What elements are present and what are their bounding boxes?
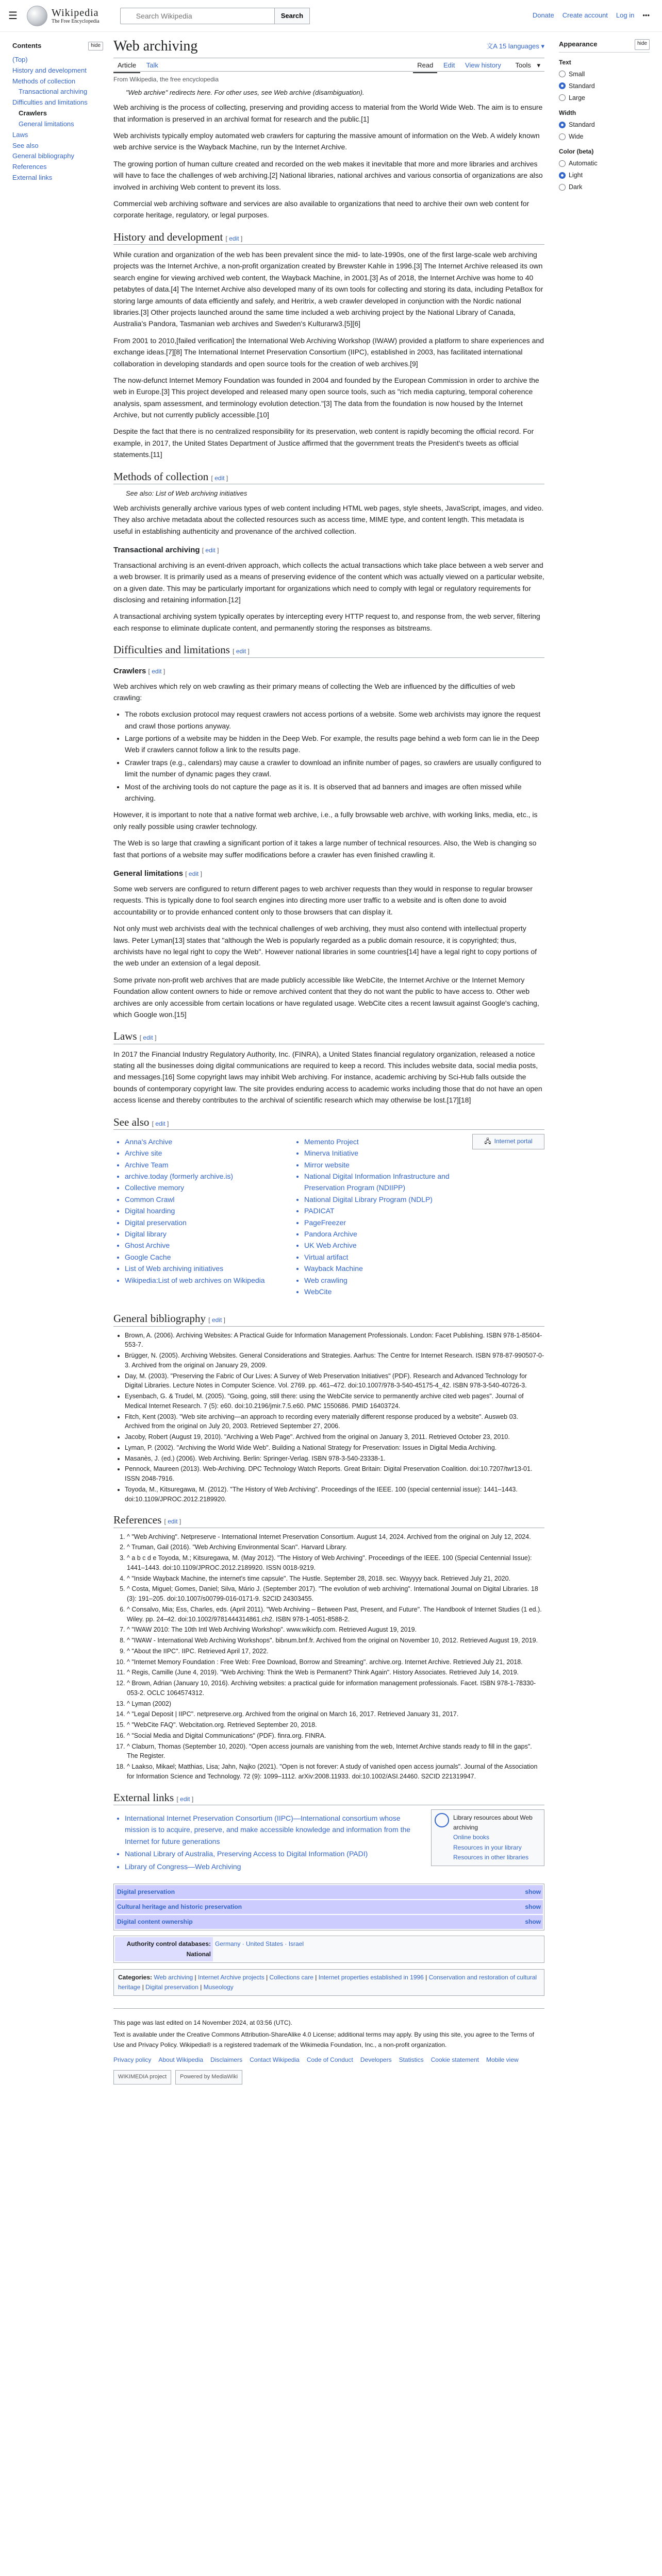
footer-links	[113, 2055, 544, 2065]
category-link[interactable]: Museology	[203, 1984, 234, 1991]
see-also-link[interactable]: • Ghost Archive	[125, 1240, 288, 1251]
radio-button-icon[interactable]	[559, 172, 566, 179]
paragraph: However, it is important to note that a native format web archive, i.e., a fully browsable web archive, with working links, media, etc., is only really possible using crawler technology.	[113, 810, 538, 831]
external-link[interactable]: • National Library of Australia, Preserving Access to Digital Information (PADI)	[125, 1848, 423, 1859]
see-also-link[interactable]: • Digital preservation	[125, 1217, 288, 1228]
tab-article[interactable]: Article	[113, 58, 140, 73]
crawler-list	[125, 708, 544, 804]
reference-item: 15. ^ "WebCite FAQ". Webcitation.org. Retrieved September 20, 2018.	[127, 1720, 544, 1730]
see-also-link[interactable]: • Archive Team	[125, 1159, 288, 1171]
radio-option[interactable]	[559, 170, 650, 180]
tab-edit[interactable]: Edit	[443, 61, 455, 70]
paragraph: Web archives which rely on web crawling as their primary means of collecting the Web are influenced by the difficulties of web crawling:	[113, 682, 515, 702]
see-also-link[interactable]: • Digital library	[125, 1228, 288, 1240]
see-also-link[interactable]: • Minerva Initiative	[304, 1147, 467, 1159]
footer-link[interactable]: Code of Conduct	[306, 2056, 353, 2063]
edit-section-link[interactable]: edit	[152, 667, 162, 675]
toc-item[interactable]: General limitations	[19, 120, 74, 128]
tab-view-history[interactable]: View history	[465, 61, 501, 70]
general-section	[113, 883, 544, 1020]
reference-item: 1. ^ "Web Archiving". Netpreserve - International Internet Preservation Consortium. August 14, 2024. Archived from the original on July 12, 2024.	[127, 1532, 544, 1542]
radio-label: Light	[569, 172, 583, 179]
reference-item: 10. ^ "Internet Memory Foundation : Free Web: Free Download, Borrow and Streaming". archive.org. Internet Archive. Retrieved July 21, 2018.	[127, 1657, 544, 1667]
see-also-link[interactable]: • Memento Project	[304, 1136, 467, 1147]
radio-button-icon[interactable]	[559, 160, 566, 167]
navbox-header	[115, 1915, 543, 1929]
see-also-link[interactable]: • Virtual artifact	[304, 1251, 467, 1263]
paragraph: The now-defunct Internet Memory Foundation was founded in 2004 and founded by the European Commission in order to archive the web in Europe.[3] This project developed and released many open source tools, such as "rich media capturing, temporal coherence analysis, spam assessment, and terminology evolution detection."[3] The data from the foundation is now housed by the Internet Archive, but not currently publicly accessible.[10]	[113, 376, 539, 419]
toc-item[interactable]: Difficulties and limitations	[12, 98, 88, 107]
reference-item: 2. ^ Truman, Gail (2016). "Web Archiving Environmental Scan". Harvard Library.	[127, 1543, 544, 1552]
search-button[interactable]: Search	[275, 8, 310, 24]
edit-section-link[interactable]: edit	[214, 474, 225, 482]
toc-item[interactable]: (Top)	[12, 55, 28, 63]
toc-item[interactable]: Methods of collection	[12, 77, 76, 85]
bibliography-list	[125, 1331, 544, 1504]
main-menu-icon[interactable]: ☰	[8, 10, 18, 22]
authority-links[interactable]: Germany · United States · Israel	[215, 1940, 304, 1948]
categories-label: Categories:	[118, 1973, 153, 1981]
category-link[interactable]: Conservation and restoration of cultural heritage	[118, 1973, 537, 1991]
footer-badge[interactable]: WIKIMEDIA project	[113, 2070, 171, 2084]
navbox-title[interactable]: Digital preservation	[117, 1888, 175, 1895]
edit-section-link[interactable]: edit	[188, 870, 199, 877]
bibliography-item: • Fitch, Kent (2003). "Web site archiving—an approach to recording every materially different response produced by a website". Ausweb 03. Archived from the original on July 20, 2003. Retrieved September 27, 2006.	[125, 1412, 544, 1432]
toc-item[interactable]: History and development	[12, 66, 87, 74]
footer-link[interactable]: Statistics	[399, 2056, 424, 2063]
radio-option[interactable]	[559, 93, 650, 103]
transactional-section	[113, 560, 544, 634]
edit-section-link[interactable]: edit	[211, 1316, 222, 1324]
paragraph: Some private non-profit web archives that are made publicly accessible like WebCite, the Internet Archive or the Internet Memory Foundation allow content owners to hide or remove archived content that they do not want the public to have access to. Other web archives are only accessible from certain locations or have regulated usage. WebCite cites a recent lawsuit against Google's caching, which Google won.[15]	[113, 975, 539, 1019]
footer-badge[interactable]: Powered by MediaWiki	[175, 2070, 242, 2084]
more-options-icon[interactable]: •••	[642, 11, 650, 20]
section-heading: References	[113, 1514, 162, 1527]
navbox-toggle[interactable]: show	[525, 1888, 541, 1895]
external-link[interactable]: • International Internet Preservation Consortium (IIPC)—International consortium whose mission is to acquire, preserve, and make accessible knowledge and information from the Internet for future generations	[125, 1812, 423, 1847]
radio-button-icon[interactable]	[559, 71, 566, 77]
section-heading: See also	[113, 1115, 150, 1128]
toc-list	[12, 55, 103, 183]
translate-icon: 文A	[486, 42, 499, 50]
color-label: Color (beta)	[559, 148, 594, 156]
paragraph: While curation and organization of the web has been prevalent since the mid- to late-1990s, one of the first large-scale web archiving projects was the Internet Archive, a non-profit organization created by Brewster Kahle in 1996.[3] The Internet Archive released its own search engine for viewing archived web content, the Wayback Machine, in 2001.[3] As of 2018, the Internet Archive was home to 40 petabytes of data.[4] The Internet Archive also developed many of its own tools for collecting and storing its data, including PetaBox for storing large amounts of data efficiently and safely, and Heritrix, a web crawler developed in conjunction with the Nordic national libraries.[3] Other projects launched around the same time included a web archiving project by the National Library of Canada, Australia's Pandora, Tasmanian web archives and Sweden's Kulturarw3.[5][6]	[113, 250, 543, 328]
list-item: • The robots exclusion protocol may request crawlers not access portions of a website. Some web archivists may ignore the request and crawl those portions anyway.	[125, 708, 544, 732]
create-account-link[interactable]: Create account	[562, 11, 608, 20]
section-heading: Laws	[113, 1030, 137, 1043]
footer-link[interactable]: Privacy policy	[113, 2056, 152, 2063]
article-content: Web archiving 文A 15 languages ▾ Article Talk Read Edit View history Tools ▾ From Wikipedia, the free encyclopedia "Web archive" redirects here. For other uses, see Web archive (disambiguation). Web archiving is the process of collecting, preserving and providing access to material from the World Wide Web. The aim is to ensure that information is preserved in an archival format for research and the public.[1] Web archivists typically employ automated web crawlers for capturing the massive amount of information on the Web. A widely known web archive service is the Wayback Machine, run by the Internet Archive. The growing portion of human culture created and recorded on the web makes it inevitable that more and more libraries and archives will have to face the challenges of web archiving.[2] National libraries, national archives and various consortia of organizations are also involved in archiving Web content to prevent its loss. Commercial web archiving software and services are also available to organizations that need to archive their own web content for corporate heritage, regulatory, or legal purposes. History and development [ edit ] While curation and organization of the web has been prevalent since the mid- to late-1990s, one of the first large-scale web archiving projects was the Internet Archive, a non-profit organization created by Brewster Kahle in 1996.[3] The Internet Archive released its own search engine for viewing archived web content, the Wayback Machine, in 2001.[3] As of 2018, the Internet Archive was home to 40 petabytes of data.[4] The Internet Archive also developed many of its own tools for collecting and storing its data, including PetaBox for storing large amounts of data efficiently and safely, and Heritrix, a web crawler developed in conjunction with the Nordic national libraries.[3] Other projects launched around the same time included a web archiving project by the National Library of Canada, Australia's Pandora, Tasmanian web archives and Sweden's Kulturarw3.[5][6] From 2001 to 2010,[failed verification] the International Web Archiving Workshop (IWAW) provided a platform to share experiences and exchange ideas.[7][8] The International Internet Preservation Consortium (IIPC), established in 2003, has facilitated international collaboration in developing standards and open source tools for the creation of web archives.[9] The now-defunct Internet Memory Foundation was founded in 2004 and founded by the European Commission in order to archive the web in Europe.[3] This project developed and released many open source tools, such as "rich media capturing, temporal coherence analysis, spam assessment, and terminology evolution detection."[3] The data from the foundation is now housed by the Internet Archive, but not currently publicly accessible.[10] Despite the fact that there is no centralized responsibility for its preservation, web content is rapidly becoming the official record. For example, in 2017, the United States Department of Justice affirmed that the government treats the President's tweets as official statements.[11] Methods of collection [ edit ] See also: List of Web archiving initiatives Web archivists generally archive various types of web content including HTML web pages, style sheets, JavaScript, images, and video. They also archive metadata about the collected resources such as access time, MIME type, and content length. This metadata is useful in establishing authenticity and provenance of the archived collection. Transactional archiving [ edit ] Transactional archiving is an event-driven approach, which collects the actual transactions which take place between a web server and a web browser. It is primarily used as a means of preserving evidence of the content which was actually viewed on a particular website, on a given date. This may be particularly important for organizations which need to comply with legal or regulatory requirements for disclosing and retaining information.[12] A transactional archiving system typically operates by intercepting every HTTP request to, and response from, the web server, filtering each response to eliminate duplicate content, and permanently storing the responses as bitstreams. Difficulties and limitations [ edit ] Crawlers [ edit ] Web archives which rely on web crawling as their primary means of collecting the Web are influenced by the difficulties of web crawling: • The robots exclusion protocol may request crawlers not access portions of a website. Some web archivists may ignore the request and crawl those portions anyway. • Large portions of a website may be hidden in the Deep Web. For example, the results page behind a web form can lie in the Deep Web if crawlers cannot follow a link to the results page. • Crawler traps (e.g., calendars) may cause a crawler to download an infinite number of pages, so crawlers are usually configured to limit the number of dynamic pages they crawl. • Most of the archiving tools do not capture the page as it is. It is observed that ad banners and images are often missed while archiving. However, it is important to note that a native format web archive, i.e., a fully browsable web archive, with working links, media, etc., is only really possible using crawler technology. The Web is so large that crawling a significant portion of it takes a large number of technical resources. Also, the Web is changing so fast that portions of a website may suffer modifications before a crawler has even finished crawling it. General limitations [ edit ] Some web servers are configured to return different pages to web archiver requests than they would in response to regular browser requests. This is typically done to fool search engines into directing more user traffic to a website and is often done to avoid accountability or to provide enhanced content only to those browsers that can display it. Not only must web archivists deal with the technical challenges of web archiving, they must also contend with intellectual property laws. Peter Lyman[13] states that "although the Web is popularly regarded as a public domain resource, it is copyrighted; thus, archivists have no legal right to copy the Web". However national libraries in some countries[14] have a legal right to copy portions of the web under an extension of a legal deposit. Some private non-profit web archives that are made publicly accessible like WebCite, the Internet Archive or the Internet Memory Foundation allow content owners to hide or remove archived content that they do not want the public to have access to. Other web archives are only accessible from certain locations or have regulated usage. WebCite cites a recent lawsuit against Google's caching, which Google won.[15] Laws [ edit ] In 2017 the Financial Industry Regulatory Authority, Inc. (FINRA), a United States financial regulatory organization, released a notice stating all the businesses doing digital communications are required to keep a record. This includes website data, social media posts, and messages.[16] Some copyright laws may inhibit Web archiving. For instance, academic archiving by Sci-Hub falls outside the bounds of contemporary copyright law. The site provides enduring access to academic works including those that do not have an open access license and thereby contributes to the archival of scientific research which may otherwise be lost.[17][18] See also [ edit ] • Anna's Archive • Archive site • Archive Team • archive.today (formerly archive.is) • Collective memory • Common Crawl • Digital hoarding • Digital preservation • Digital library • Ghost Archive • Google Cache • List of Web archiving initiatives • Wikipedia:List of web archives on Wikipedia • Memento Project • Minerva Initiative • Mirror website • National Digital Information Infrastructure and Preservation Program (NDIIPP) • National Digital Library Program (NDLP) • PADICAT • PageFreezer • Pandora Archive • UK Web Archive • Virtual artifact • Wayback Machine • Web crawling • WebCite 🖧 Internet portal General bibliography [ edit ] • Brown, A. (2006). Archiving Websites: A Practical Guide for Information Management Professionals. London: Facet Publishing. ISBN 978-1-85604-553-7. • Brügger, N. (2005). Archiving Websites. General Considerations and Strategies. Aarhus: The Centre for Internet Research. ISBN 978-87-990507-0-3. Archived from the original on January 29, 2009. • Day, M. (2003). "Preserving the Fabric of Our Lives: A Survey of Web Preservation Initiatives" (PDF). Research and Advanced Technology for Digital Libraries. Lecture Notes in Computer Science. Vol. 2769. pp. 461–472. doi:10.1007/978-3-540-45175-4_42. ISBN 978-3-540-40726-3. • Eysenbach, G. & Trudel, M. (2005). "Going, going, still there: using the WebCite service to permanently archive cited web pages". Journal of Medical Internet Research. 7 (5): e60. doi:10.2196/jmir.7.5.e60. PMC 1550686. PMID 16403724. • Fitch, Kent (2003). "Web site archiving—an approach to recording every materially different response produced by a website". Ausweb 03. Archived from the original on July 20, 2003. Retrieved September 27, 2006. • Jacoby, Robert (August 19, 2010). "Archiving a Web Page". Archived from the original on January 3, 2011. Retrieved October 23, 2010. • Lyman, P. (2002). "Archiving the World Wide Web". Building a National Strategy for Preservation: Issues in Digital Media Archiving. • Masanès, J. (ed.) (2006). Web Archiving. Berlin: Springer-Verlag. ISBN 978-3-540-23338-1. • Pennock, Maureen (2013). Web-Archiving. DPC Technology Watch Reports. Great Britain: Digital Preservation Coalition. doi:10.7207/twr13-01. ISSN 2048-7916. • Toyoda, M., Kitsuregawa, M. (2012). "The History of Web Archiving". Proceedings of the IEEE. 100 (special centennial issue): 1441–1443. doi:10.1109/JPROC.2012.2189920. References [ edit ] 1. ^ "Web Archiving". Netpreserve - International Internet Preservation Consortium. August 14, 2024. Archived from the original on July 12, 2024. 2. ^ Truman, Gail (2016). "Web Archiving Environmental Scan". Harvard Library. 3. ^ a b c d e Toyoda, M.; Kitsuregawa, M. (May 2012). "The History of Web Archiving". Proceedings of the IEEE. 100 (Special Centennial Issue): 1441–1443. doi:10.1109/JPROC.2012.2189920. ISSN 0018-9219. 4. ^ "Inside Wayback Machine, the internet's time capsule". The Hustle. September 28, 2018. sec. Wayyyy back. Retrieved July 21, 2020. 5. ^ Costa, Miguel; Gomes, Daniel; Silva, Mário J. (September 2017). "The evolution of web archiving". International Journal on Digital Libraries. 18 (3): 191–205. doi:10.1007/s00799-016-0171-9. S2CID 24303455. 6. ^ Consalvo, Mia; Ess, Charles, eds. (April 2011). "Web Archiving – Between Past, Present, and Future". The Handbook of Internet Studies (1 ed.). Wiley. pp. 24–42. doi:10.1002/9781444314861.ch2. ISBN 978-1-4051-8588-2. 7. ^ "IWAW 2010: The 10th Intl Web Archiving Workshop". www.wikicfp.com. Retrieved August 19, 2019. 8. ^ "IWAW - International Web Archiving Workshops". bibnum.bnf.fr. Archived from the original on November 10, 2012. Retrieved August 19, 2019. 9. ^ "About the IIPC". IIPC. Retrieved April 17, 2022. 10. ^ "Internet Memory Foundation : Free Web: Free Download, Borrow and Streaming". archive.org. Internet Archive. Retrieved July 21, 2018. 11. ^ Regis, Camille (June 4, 2019). "Web Archiving: Think the Web is Permanent? Think Again". History Associates. Retrieved July 14, 2019. 12. ^ Brown, Adrian (January 10, 2016). Archiving websites: a practical guide for information management professionals. Facet. ISBN 978-1-78330-053-2. OCLC 1064574312. 13. ^ Lyman (2002) 14. ^ "Legal Deposit | IIPC". netpreserve.org. Archived from the original on March 16, 2017. Retrieved January 31, 2017. 15. ^ "WebCite FAQ". Webcitation.org. Retrieved September 20, 2018. 16. ^ "Social Media and Digital Communications" (PDF). finra.org. FINRA. 17. ^ Claburn, Thomas (September 10, 2020). "Open access journals are vanishing from the web, Internet Archive stands ready to fill in the gaps". The Register. 18. ^ Laakso, Mikael; Matthias, Lisa; Jahn, Najko (2021). "Open is not forever: A study of vanished open access journals". Journal of the Association for Information Science and Technology. 72 (9): 1099–1112. arXiv:2008.11933. doi:10.1002/ASI.24460. S2CID 221319947. External links [ edit ] • International Internet Preservation Consortium (IIPC)—International consortium whose mission is to acquire, preserve, and make accessible knowledge and information from the Internet for future generations • National Library of Australia, Preserving Access to Digital Information (PADI) • Library of Congress—Web Archiving Library resources about Web archiving Online books Resources in your library Resources in other libraries Digital preservation show Cultural heritage and historic preservation show Digital content ownership show Authority control databases: National Germany · United States · Israel Categories: Web archiving | Internet Archive projects | Collections care | Internet properties established in 1996 | Conservation and restoration of cultural heritage | Digital preservation | Museology This page was last edited on 14 November 2024, at 03:56 (UTC). Text is available under the Creative Commons Attribution-ShareAlike 4.0 License; additional terms may apply. By using this site, you agree to the Terms of Use and Privacy Policy. Wikipedia® is a registered trademark of the Wikimedia Foundation, Inc., a non-profit organization. Privacy policy About Wikipedia Disclaimers Contact Wikipedia Code of Conduct Developers Statistics Cookie statement Mobile view WIKIMEDIA project Powered by MediaWiki	[103, 32, 559, 2084]
paragraph: Web archiving is the process of collecting, preserving and providing access to material from the World Wide Web. The aim is to ensure that information is preserved in an archival format for research and the public.[1]	[113, 103, 543, 123]
tagline: The Free Encyclopedia	[52, 19, 100, 24]
see-also-hatnote: See also: List of Web archiving initiatives	[126, 489, 247, 497]
see-also-link[interactable]: • Mirror website	[304, 1159, 467, 1171]
bibliography-item: • Jacoby, Robert (August 19, 2010). "Archiving a Web Page". Archived from the original on January 3, 2011. Retrieved October 23, 2010.	[125, 1432, 544, 1442]
see-also-link[interactable]: • Wikipedia:List of web archives on Wikipedia	[125, 1275, 288, 1286]
page-title: Web archiving	[113, 38, 198, 54]
bibliography-item: • Pennock, Maureen (2013). Web-Archiving. DPC Technology Watch Reports. Great Britain: Digital Preservation Coalition. doi:10.7207/twr13-01. ISSN 2048-7916.	[125, 1464, 544, 1484]
edit-section-link[interactable]: edit	[205, 546, 216, 554]
category-link[interactable]: Internet Archive projects	[198, 1973, 264, 1981]
radio-button-icon[interactable]	[559, 82, 566, 89]
globe-icon	[27, 6, 47, 26]
paragraph: The Web is so large that crawling a significant portion of it takes a large number of technical resources. Also, the Web is changing so fast that portions of a website may suffer modifications before a crawler has even finished crawling it.	[113, 839, 537, 859]
see-also-link[interactable]: • Web crawling	[304, 1275, 467, 1286]
search-input[interactable]	[120, 8, 275, 24]
radio-button-icon[interactable]	[559, 122, 566, 128]
tab-tools[interactable]: Tools ▾	[515, 61, 540, 70]
portal-icon: 🖧	[484, 1138, 491, 1145]
reference-item: 13. ^ Lyman (2002)	[127, 1699, 544, 1709]
internet-portal-box[interactable]	[472, 1134, 544, 1149]
edit-section-link[interactable]: edit	[155, 1120, 166, 1127]
library-resource-link[interactable]: Resources in other libraries	[453, 1853, 529, 1861]
see-also-link[interactable]: • National Digital Library Program (NDLP)	[304, 1194, 467, 1205]
navbox-header	[115, 1885, 543, 1899]
radio-label: Small	[569, 70, 585, 78]
toc-item[interactable]: References	[12, 163, 47, 171]
laws-section	[113, 1048, 544, 1106]
language-button[interactable]: 文A 15 languages ▾	[486, 42, 544, 50]
footer-link[interactable]: Mobile view	[486, 2056, 519, 2063]
toc-item[interactable]: Crawlers	[19, 109, 47, 117]
bibliography-item: • Brown, A. (2006). Archiving Websites: A Practical Guide for Information Management Professionals. London: Facet Publishing. ISBN 978-1-85604-553-7.	[125, 1331, 544, 1350]
paragraph: Some web servers are configured to return different pages to web archiver requests than they would in response to regular browser requests. This is typically done to fool search engines into directing more user traffic to a website and is often done to avoid accountability or to provide enhanced content only to those browsers that can display it.	[113, 885, 533, 916]
toc-item[interactable]: Laws	[12, 130, 28, 139]
external-link[interactable]: • Library of Congress—Web Archiving	[125, 1861, 423, 1872]
tab-read[interactable]: Read	[413, 58, 437, 73]
radio-label: Dark	[569, 183, 583, 191]
see-also-link[interactable]: • Pandora Archive	[304, 1228, 467, 1240]
category-link[interactable]: Web archiving	[154, 1973, 193, 1981]
appearance-hide-button[interactable]: hide	[635, 39, 650, 50]
radio-option[interactable]	[559, 120, 650, 130]
bibliography-item: • Day, M. (2003). "Preserving the Fabric of Our Lives: A Survey of Web Preservation Initiatives" (PDF). Research and Advanced Technology for Digital Libraries. Lecture Notes in Computer Science. Vol. 2769. pp. 461–472. doi:10.1007/978-3-540-45175-4_42. ISBN 978-3-540-40726-3.	[125, 1371, 544, 1391]
navbox-title[interactable]: Cultural heritage and historic preservation	[117, 1903, 242, 1911]
authority-control	[113, 1936, 544, 1962]
see-also-link[interactable]: • Wayback Machine	[304, 1263, 467, 1274]
paragraph: From 2001 to 2010,[failed verification] the International Web Archiving Workshop (IWAW) provided a platform to share experiences and exchange ideas.[7][8] The International Internet Preservation Consortium (IIPC), established in 2003, has facilitated international collaboration in developing standards and open source tools for the creation of web archives.[9]	[113, 336, 544, 368]
user-links	[533, 10, 650, 21]
toc-hide-button[interactable]: hide	[88, 42, 103, 50]
methods-section	[113, 502, 544, 537]
see-also-link[interactable]: • Digital hoarding	[125, 1205, 288, 1216]
donate-link[interactable]: Donate	[532, 11, 554, 20]
toc-item[interactable]: General bibliography	[12, 152, 74, 160]
radio-option[interactable]	[559, 158, 650, 168]
bibliography-item: • Masanès, J. (ed.) (2006). Web Archiving. Berlin: Springer-Verlag. ISBN 978-3-540-23338-1.	[125, 1454, 544, 1464]
library-resource-link[interactable]: Resources in your library	[453, 1843, 522, 1851]
radio-label: Standard	[569, 82, 595, 90]
bibliography-item: • Eysenbach, G. & Trudel, M. (2005). "Going, going, still there: using the WebCite service to permanently archive cited web pages". Journal of Medical Internet Research. 7 (5): e60. doi:10.2196/jmir.7.5.e60. PMC 1550686. PMID 16403724.	[125, 1392, 544, 1411]
appearance-title: Appearance	[559, 40, 598, 48]
reference-item: 16. ^ "Social Media and Digital Communications" (PDF). finra.org. FINRA.	[127, 1731, 544, 1741]
see-also-columns	[113, 1134, 544, 1302]
reference-item: 17. ^ Claburn, Thomas (September 10, 2020). "Open access journals are vanishing from the web, Internet Archive stands ready to fill in the gaps". The Register.	[127, 1742, 544, 1761]
radio-button-icon[interactable]	[559, 94, 566, 101]
navbox-toggle[interactable]: show	[525, 1903, 541, 1911]
text-size-label: Text	[559, 58, 571, 66]
edit-section-link[interactable]: edit	[229, 234, 239, 242]
paragraph: A transactional archiving system typically operates by intercepting every HTTP request to, and response from, the web server, filtering each response to eliminate duplicate content, and permanently storing the responses as bitstreams.	[113, 612, 540, 632]
radio-option[interactable]	[559, 131, 650, 142]
toc-item[interactable]: Transactional archiving	[19, 88, 88, 96]
history-section	[113, 249, 544, 461]
radio-label: Large	[569, 94, 585, 101]
footer-link[interactable]: Contact Wikipedia	[250, 2056, 300, 2063]
category-link[interactable]: Collections care	[269, 1973, 313, 1981]
license-text: Text is available under the Creative Commons Attribution-ShareAlike 4.0 License; additional terms may apply. By using this site, you agree to the Terms of Use and Privacy Policy. Wikipedia® is a registered trademark of the Wikimedia Foundation, Inc., a non-profit organization.	[113, 2031, 534, 2048]
page-footer	[113, 2008, 544, 2084]
bibliography-item: • Toyoda, M., Kitsuregawa, M. (2012). "The History of Web Archiving". Proceedings of the IEEE. 100 (special centennial issue): 1441–1443. doi:10.1109/JPROC.2012.2189920.	[125, 1485, 544, 1504]
reference-item: 7. ^ "IWAW 2010: The 10th Intl Web Archiving Workshop". www.wikicfp.com. Retrieved August 19, 2019.	[127, 1625, 544, 1635]
table-of-contents	[12, 32, 103, 2084]
tagline-from: From Wikipedia, the free encyclopedia	[113, 76, 219, 83]
hatnote: "Web archive" redirects here. For other uses, see Web archive (disambiguation).	[126, 89, 365, 97]
login-link[interactable]: Log in	[616, 11, 635, 20]
footer-badges	[113, 2070, 544, 2084]
paragraph: In 2017 the Financial Industry Regulatory Authority, Inc. (FINRA), a United States financial regulatory organization, released a notice stating all the businesses doing digital communications are required to keep a record. This includes website data, social media posts, and messages.[16] Some copyright laws may inhibit Web archiving. For instance, academic archiving by Sci-Hub falls outside the bounds of contemporary copyright law. The site provides enduring access to academic works including those that do not have an open access license and thereby contributes to the archival of scientific research which may otherwise be lost.[17][18]	[113, 1049, 542, 1105]
list-item: • Crawler traps (e.g., calendars) may cause a crawler to download an infinite number of pages, so crawlers are usually configured to limit the number of dynamic pages they crawl.	[125, 757, 544, 780]
radio-label: Standard	[569, 121, 595, 129]
references-list	[127, 1532, 544, 1782]
radio-label: Wide	[569, 133, 584, 141]
library-icon	[435, 1813, 449, 1827]
see-also-link[interactable]: • WebCite	[304, 1286, 467, 1297]
see-also-link[interactable]: • PADICAT	[304, 1205, 467, 1216]
navbox-toggle[interactable]: show	[525, 1918, 541, 1926]
see-also-link[interactable]: • UK Web Archive	[304, 1240, 467, 1251]
page-tabs	[113, 60, 544, 72]
edit-section-link[interactable]: edit	[180, 1795, 190, 1803]
bibliography-item: • Brügger, N. (2005). Archiving Websites. General Considerations and Strategies. Aarhus: The Centre for Internet Research. ISBN 978-87-990507-0-3. Archived from the original on January 29, 2009.	[125, 1351, 544, 1370]
reference-item: 4. ^ "Inside Wayback Machine, the internet's time capsule". The Hustle. September 28, 2018. sec. Wayyyy back. Retrieved July 21, 2020.	[127, 1574, 544, 1584]
section-heading: External links	[113, 1791, 174, 1804]
category-link[interactable]: Digital preservation	[145, 1984, 198, 1991]
list-item: • Most of the archiving tools do not capture the page as it is. It is observed that ad banners and images are often missed while archiving.	[125, 781, 544, 804]
see-also-link[interactable]: • List of Web archiving initiatives	[125, 1263, 288, 1274]
see-also-link[interactable]: • Collective memory	[125, 1182, 288, 1193]
see-also-link[interactable]: • archive.today (formerly archive.is)	[125, 1171, 288, 1182]
reference-item: 6. ^ Consalvo, Mia; Ess, Charles, eds. (April 2011). "Web Archiving – Between Past, Present, and Future". The Handbook of Internet Studies (1 ed.). Wiley. pp. 24–42. doi:10.1002/9781444314861.ch2. ISBN 978-1-4051-8588-2.	[127, 1605, 544, 1624]
radio-option[interactable]	[559, 81, 650, 91]
navbox	[113, 1884, 544, 1931]
see-also-link[interactable]: • Common Crawl	[125, 1194, 288, 1205]
footer-link[interactable]: Developers	[360, 2056, 392, 2063]
footer-link[interactable]: Cookie statement	[431, 2056, 479, 2063]
radio-label: Automatic	[569, 160, 598, 167]
intro-section	[113, 101, 544, 221]
paragraph: Not only must web archivists deal with the technical challenges of web archiving, they must also contend with intellectual property laws. Peter Lyman[13] states that "although the Web is popularly regarded as a public domain resource, it is copyrighted; thus, archivists have no legal right to copy the Web". However national libraries in some countries[14] have a legal right to copy portions of the web under an extension of a legal deposit.	[113, 924, 537, 968]
paragraph: Transactional archiving is an event-driven approach, which collects the actual transactions which take place between a web server and a web browser. It is primarily used as a means of preserving evidence of the content which was actually viewed on a particular website, on a given date. This may be particularly important for organizations which need to comply with legal or regulatory requirements for disclosing and retaining information.[12]	[113, 561, 544, 604]
footer-link[interactable]: About Wikipedia	[158, 2056, 204, 2063]
subsection-heading: Transactional archiving	[113, 545, 200, 554]
radio-option[interactable]	[559, 69, 650, 79]
section-heading: General bibliography	[113, 1312, 206, 1325]
appearance-panel	[559, 32, 650, 2084]
last-edited: This page was last edited on 14 November 2024, at 03:56 (UTC).	[113, 2019, 292, 2027]
navbox-title[interactable]: Digital content ownership	[117, 1918, 193, 1926]
wikipedia-logo[interactable]	[27, 6, 100, 26]
external-links-list	[125, 1811, 423, 1873]
bibliography-item: • Lyman, P. (2002). "Archiving the World Wide Web". Building a National Strategy for Preservation: Issues in Digital Media Archiving.	[125, 1443, 544, 1453]
library-resource-link[interactable]: Online books	[453, 1834, 490, 1841]
paragraph: Despite the fact that there is no centralized responsibility for its preservation, web content is rapidly becoming the official record. For example, in 2017, the United States Department of Justice affirmed that the government treats the President's tweets as official statements.[11]	[113, 427, 534, 459]
section-heading: Difficulties and limitations	[113, 643, 230, 656]
list-item: • Large portions of a website may be hidden in the Deep Web. For example, the results page behind a web form can lie in the Deep Web if crawlers cannot follow a link to the results page.	[125, 733, 544, 756]
section-heading: History and development	[113, 230, 223, 243]
reference-item: 11. ^ Regis, Camille (June 4, 2019). "Web Archiving: Think the Web is Permanent? Think Again". History Associates. Retrieved July 14, 2019.	[127, 1668, 544, 1677]
see-also-link[interactable]: • Anna's Archive	[125, 1136, 288, 1147]
edit-section-link[interactable]: edit	[143, 1034, 153, 1042]
reference-item: 3. ^ a b c d e Toyoda, M.; Kitsuregawa, M. (May 2012). "The History of Web Archiving". Proceedings of the IEEE. 100 (Special Centennial Issue): 1441–1443. doi:10.1109/JPROC.2012.2189920. ISSN 0018-9219.	[127, 1553, 544, 1573]
search-form	[120, 8, 310, 24]
category-link[interactable]: Internet properties established in 1996	[318, 1973, 424, 1981]
footer-link[interactable]: Disclaimers	[210, 2056, 243, 2063]
see-also-list	[125, 1136, 288, 1297]
edit-section-link[interactable]: edit	[236, 648, 246, 655]
reference-item: 8. ^ "IWAW - International Web Archiving Workshops". bibnum.bnf.fr. Archived from the original on November 10, 2012. Retrieved August 19, 2019.	[127, 1636, 544, 1646]
width-label: Width	[559, 109, 576, 116]
see-also-link[interactable]: • PageFreezer	[304, 1217, 467, 1228]
navbox-header	[115, 1900, 543, 1914]
site-header	[0, 0, 662, 32]
radio-button-icon[interactable]	[559, 133, 566, 140]
portal-link[interactable]: Internet portal	[494, 1138, 533, 1145]
radio-option[interactable]	[559, 182, 650, 192]
reference-item: 14. ^ "Legal Deposit | IIPC". netpreserve.org. Archived from the original on March 16, 2017. Retrieved January 31, 2017.	[127, 1709, 544, 1719]
wordmark: Wikipedia	[52, 7, 99, 19]
library-resources-title: Library resources about Web archiving	[453, 1814, 533, 1832]
authority-label: Authority control databases: National	[115, 1937, 213, 1961]
toc-title: Contents	[12, 42, 42, 49]
toc-item[interactable]: External links	[12, 174, 53, 182]
reference-item: 18. ^ Laakso, Mikael; Matthias, Lisa; Jahn, Najko (2021). "Open is not forever: A study of vanished open access journals". Journal of the Association for Information Science and Technology. 72 (9): 1099–1112. arXiv:2008.11933. doi:10.1002/ASI.24460. S2CID 221319947.	[127, 1762, 544, 1782]
paragraph: The growing portion of human culture created and recorded on the web makes it inevitable that more and more libraries and archives will have to face the challenges of web archiving.[2] National libraries, national archives and various consortia of organizations are also involved in archiving Web content to prevent its loss.	[113, 159, 543, 191]
see-also-list	[304, 1136, 467, 1297]
library-resources-box	[431, 1809, 544, 1866]
crawlers-section	[113, 809, 544, 860]
tab-talk[interactable]: Talk	[146, 61, 158, 70]
paragraph: Commercial web archiving software and services are also available to organizations that need to archive their own web content for corporate heritage, regulatory, or legal purposes.	[113, 199, 529, 219]
paragraph: Web archivists generally archive various types of web content including HTML web pages, style sheets, JavaScript, images, and video. They also archive metadata about the collected resources such as access time, MIME type, and content length. This metadata is useful in establishing authenticity and provenance of the archived collection.	[113, 503, 544, 535]
edit-section-link[interactable]: edit	[168, 1518, 178, 1526]
reference-item: 5. ^ Costa, Miguel; Gomes, Daniel; Silva, Mário J. (September 2017). "The evolution of web archiving". International Journal on Digital Libraries. 18 (3): 191–205. doi:10.1007/s00799-016-0171-9. S2CID 24303455.	[127, 1584, 544, 1604]
see-also-link[interactable]: • Google Cache	[125, 1251, 288, 1263]
subsection-heading: Crawlers	[113, 666, 146, 675]
toc-item[interactable]: See also	[12, 141, 39, 149]
subsection-heading: General limitations	[113, 869, 184, 878]
categories-box: Categories: Web archiving | Internet Archive projects | Collections care | Internet properties established in 1996 | Conservation and restoration of cultural heritage | Digital preservation | Museology	[113, 1969, 544, 1996]
reference-item: 9. ^ "About the IIPC". IIPC. Retrieved April 17, 2022.	[127, 1647, 544, 1656]
see-also-link[interactable]: • National Digital Information Infrastructure and Preservation Program (NDIIPP)	[304, 1171, 467, 1194]
paragraph: Web archivists typically employ automated web crawlers for capturing the massive amount of information on the Web. A widely known web archive service is the Wayback Machine, run by the Internet Archive.	[113, 131, 540, 151]
reference-item: 12. ^ Brown, Adrian (January 10, 2016). Archiving websites: a practical guide for information management professionals. Facet. ISBN 978-1-78330-053-2. OCLC 1064574312.	[127, 1679, 544, 1698]
see-also-link[interactable]: • Archive site	[125, 1147, 288, 1159]
section-heading: Methods of collection	[113, 470, 209, 483]
radio-button-icon[interactable]	[559, 184, 566, 191]
